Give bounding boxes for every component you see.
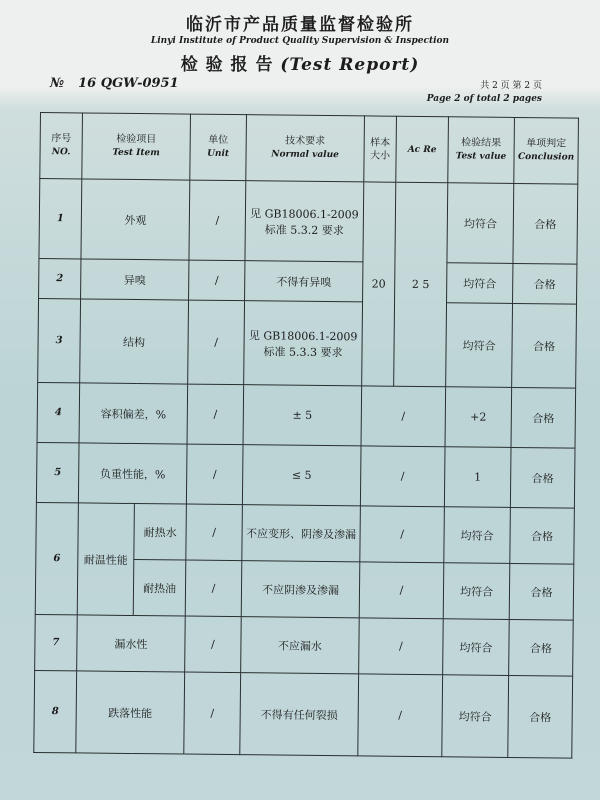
col-concl-en: Conclusion [517, 152, 575, 163]
row-unit: / [188, 300, 245, 385]
report-title [0, 50, 600, 75]
row-item: 负重性能，% [78, 443, 187, 504]
row-conclusion: 合格 [513, 183, 578, 264]
table-row [36, 502, 575, 564]
row-unit: / [186, 444, 243, 505]
row-conclusion: 合格 [511, 387, 576, 448]
row-result: 均符合 [446, 303, 513, 388]
report-number-value: 16 QGW-0951 [78, 76, 179, 91]
col-item-en: Test Item [112, 147, 160, 159]
col-conclusion-header [514, 117, 579, 184]
row-no: 7 [35, 614, 78, 670]
row-item: 漏水性 [77, 615, 186, 672]
col-unit-header [190, 114, 247, 181]
row-unit: / [186, 504, 243, 561]
row-no: 8 [34, 670, 77, 752]
row-subitem: 耐热油 [133, 560, 186, 617]
col-acre-header [396, 116, 449, 183]
row-requirement: 见 GB18006.1-2009 标准 5.3.2 要求 [245, 181, 364, 262]
table-row [39, 179, 578, 265]
col-result-en: Test value [455, 151, 507, 162]
row-requirement: 不应阴渗及渗漏 [241, 561, 360, 618]
page-info-en: Page 2 of total 2 pages [426, 94, 542, 104]
row-sample-acre: / [360, 506, 445, 563]
row-sample-acre: / [359, 618, 444, 675]
col-unit-en: Unit [207, 148, 230, 159]
report-number [50, 76, 179, 91]
institute-name-cn: 临沂市产品质量监督检验所 [186, 15, 414, 35]
row-requirement: 不应漏水 [241, 617, 360, 674]
col-req-header [246, 115, 365, 182]
table-row [34, 670, 573, 758]
number-symbol: № [50, 76, 65, 91]
row-sample-acre: / [360, 446, 445, 507]
row-requirement: ≤ 5 [242, 445, 361, 506]
col-sample-cn1: 样本 [370, 136, 391, 149]
row-conclusion: 合格 [508, 675, 573, 758]
row-conclusion: 合格 [509, 563, 574, 620]
row-unit: / [185, 616, 242, 673]
row-requirement: ± 5 [243, 385, 362, 446]
row-unit: / [185, 560, 242, 617]
table-row [38, 298, 577, 388]
col-req-en: Normal value [271, 149, 339, 161]
row-result: 均符合 [447, 183, 514, 264]
row-subitem: 耐热水 [134, 504, 187, 561]
col-no-en: NO. [51, 147, 71, 158]
test-results-table [33, 112, 579, 759]
col-req-cn: 技术要求 [285, 135, 326, 147]
col-item-cn: 检验项目 [116, 133, 157, 146]
row-result: 均符合 [447, 263, 513, 304]
row-unit: / [184, 672, 241, 755]
col-result-header [448, 117, 515, 184]
institute-name-en: Linyi Institute of Product Quality Supervision & Inspection [150, 36, 450, 46]
row-result: 均符合 [443, 563, 510, 620]
col-sample-cn2: 大小 [370, 149, 391, 162]
col-unit-cn: 单位 [208, 134, 229, 146]
row-no: 4 [37, 382, 80, 442]
row-result: 均符合 [443, 619, 510, 676]
row-item: 容积偏差，% [79, 383, 188, 444]
table-row [36, 442, 575, 508]
row-item: 跌落性能 [76, 671, 185, 754]
page-info [427, 80, 542, 106]
row-item: 异嗅 [81, 259, 189, 300]
col-no-header [40, 113, 83, 179]
row-result: 均符合 [442, 675, 509, 758]
col-sample-header [364, 116, 397, 182]
row-result: +2 [445, 387, 512, 448]
row-conclusion: 合格 [509, 619, 574, 676]
row-unit: / [187, 384, 244, 445]
row-no: 5 [36, 442, 79, 502]
col-concl-cn: 单项判定 [526, 138, 567, 150]
page-info-cn: 共 2 页 第 2 页 [480, 81, 542, 91]
row-requirement: 不得有任何裂损 [240, 673, 359, 756]
report-title-cn: 检 验 报 告 [180, 55, 274, 75]
table-row [37, 382, 576, 448]
row-unit: / [189, 180, 246, 261]
table-header-row [40, 113, 579, 185]
row-item: 外观 [81, 179, 190, 260]
row-no: 1 [39, 179, 82, 259]
row-conclusion: 合格 [512, 303, 577, 388]
row-sample-acre: / [358, 674, 443, 757]
table-row [39, 258, 577, 304]
row-item: 结构 [80, 299, 189, 384]
row-conclusion: 合格 [513, 263, 577, 304]
col-result-cn: 检验结果 [461, 137, 502, 149]
row-no: 3 [38, 298, 81, 382]
col-item-header [82, 113, 191, 180]
row-result: 1 [444, 447, 511, 508]
row-item-group: 耐温性能 [77, 503, 134, 616]
row-sample-acre: / [359, 562, 444, 619]
row-no: 2 [39, 258, 81, 298]
table-row [35, 614, 574, 676]
row-conclusion: 合格 [510, 447, 575, 508]
row-no: 6 [35, 502, 78, 614]
row-sample-size: 20 [362, 182, 396, 386]
row-result: 均符合 [444, 507, 511, 564]
row-sample-acre: / [361, 386, 446, 447]
row-unit: / [189, 260, 245, 301]
row-requirement: 不应变形、阴渗及渗漏 [242, 505, 361, 562]
col-acre: Ac Re [407, 144, 437, 155]
row-requirement: 不得有异嗅 [245, 261, 363, 302]
col-no-cn: 序号 [51, 133, 72, 145]
row-conclusion: 合格 [510, 507, 575, 564]
row-acre: 2 5 [394, 182, 448, 387]
row-requirement: 见 GB18006.1-2009 标准 5.3.3 要求 [244, 301, 363, 386]
report-title-en: (Test Report) [280, 55, 420, 75]
